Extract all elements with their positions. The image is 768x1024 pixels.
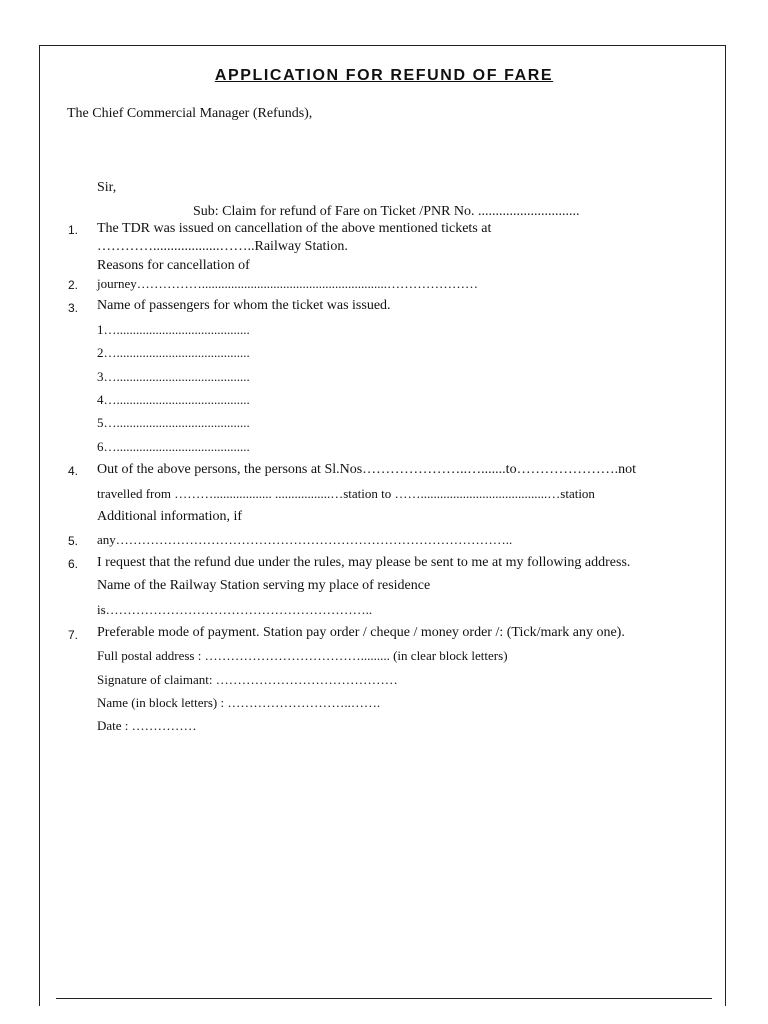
item-4-line-1: Out of the above persons, the persons at Sl.Nos…………………..….......to………………….not <box>97 462 636 477</box>
passenger-line-2: 2…......................................... <box>97 345 250 360</box>
item-6-line-3: is…………………………………………………….. <box>97 602 373 617</box>
bottom-rule <box>56 998 712 999</box>
item-number-2: 2. <box>68 278 79 292</box>
item-2-line-2: journey…………….........................................................………………… <box>97 276 478 291</box>
subject-line: Sub: Claim for refund of Fare on Ticket /PNR No. ............................. <box>193 204 580 219</box>
item-number-5: 5. <box>68 534 79 548</box>
item-2-line-1: Reasons for cancellation of <box>97 258 250 273</box>
signature-line: Signature of claimant: …………………………………… <box>97 672 398 687</box>
postal-address-line: Full postal address : ………………………………......... (in clear block letters) <box>97 648 508 663</box>
item-number-7: 7. <box>68 628 79 642</box>
passenger-line-4: 4…......................................... <box>97 392 250 407</box>
item-4-line-2: travelled from ……….................. .................…station to …….......................................…station <box>97 486 595 501</box>
passenger-line-1: 1…......................................... <box>97 322 250 337</box>
form-title: APPLICATION FOR REFUND OF FARE <box>214 67 554 84</box>
addressee: The Chief Commercial Manager (Refunds), <box>67 106 313 121</box>
item-6-line-2: Name of the Railway Station serving my place of residence <box>97 578 431 593</box>
item-5-line-2: any……………………………………………………………………………….. <box>97 532 513 547</box>
item-6-line-1: I request that the refund due under the rules, may please be sent to me at my following address. <box>97 555 631 570</box>
item-number-3: 3. <box>68 301 79 315</box>
item-number-6: 6. <box>68 557 79 571</box>
date-line: Date : …………… <box>97 718 197 733</box>
item-1-line-1: The TDR was issued on cancellation of the above mentioned tickets at <box>97 221 492 236</box>
name-line: Name (in block letters) : ………………………..……. <box>97 695 381 710</box>
passenger-line-5: 5…......................................... <box>97 415 250 430</box>
item-1-line-2: …………...................……..Railway Station. <box>97 239 348 254</box>
passenger-line-6: 6…......................................... <box>97 439 250 454</box>
item-3-line-1: Name of passengers for whom the ticket was issued. <box>97 298 391 313</box>
salutation: Sir, <box>97 180 117 195</box>
passenger-line-3: 3…......................................... <box>97 369 250 384</box>
item-5-line-1: Additional information, if <box>97 509 243 524</box>
item-number-4: 4. <box>68 464 79 478</box>
item-7-line-1: Preferable mode of payment. Station pay order / cheque / money order /: (Tick/mark any one). <box>97 625 625 640</box>
item-number-1: 1. <box>68 223 79 237</box>
page-border <box>39 45 726 1006</box>
